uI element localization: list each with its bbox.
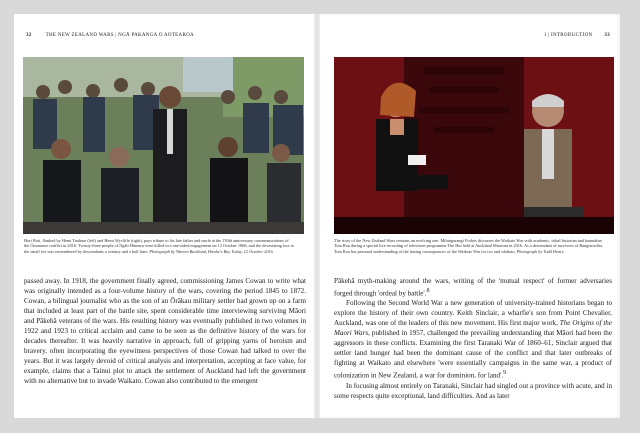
left-page-number: 32 xyxy=(26,33,32,38)
left-photo-credit: Photograph by Warren Buckland, Hawke's Bay Today, 12 October 2016 xyxy=(149,248,273,254)
right-para2-text-a: Following the Second World War a new generation of university-trained historians began to explore the history of their own country. Keith Sinclair, a wharfie's son from Point Chevalier, Auckland, was one of the leaders of this new movement. His first major work, xyxy=(334,299,612,328)
right-photo-caption xyxy=(334,238,604,254)
right-caption-text: The story of the New Zealand Wars remains an evolving one. Mihingarangi Forbes discusses the Waikato War with academic, tribal historian and kaumātua Tom Roa during a special live recording of television programme The Hui held at Auckland Museum in 2016. As a descendant of survivors of Rangiaowhia, Tom Roa has personal understanding of the lasting consequences of the Waikato War for iwi and whānau. xyxy=(334,238,604,254)
left-body-paragraph: passed away. In 1918, the government finally agreed, commissioning James Cowan to write what was originally intended as a four-volume history of the wars, covering the period 1845 to 1872. Cowan, a bilingual journalist who as the son of an Ōrākau military settler had grown up on a farm that included at least part of the battle site, spent considerable time interviewing surviving Māori and Pākehā veterans of the wars. His resulting history was eventually published in two volumes in 1922 and 1923 to critical acclaim and came to be seen as the definitive history of the wars for decades thereafter. It was heavily narrative in approach, full of gripping yarns of heroism and bravery, often incorporating the eyewitness perspectives of those Cowan had talked to over the years. But it was largely devoid of critical analysis and interpretation, accepting at face value, for example, claims that a Tainui plot to attack the settlement of Auckland had left the government with no alternative but to invade Waikato. Cowan also contributed to the emergent xyxy=(24,277,306,385)
left-photo-commemoration xyxy=(23,57,304,234)
right-photo-credit: Photograph by Todd Henry xyxy=(516,248,564,254)
left-body-text xyxy=(24,276,306,386)
right-page xyxy=(320,14,620,418)
right-body-paragraph-2 xyxy=(334,298,612,380)
left-caption-text: Hori Roti, flanked by Hemi Tuahine (left) and Hemi Wycliffe (right), pays tribute to his late father and uncle at the 150th anniversary commemorations of the Ōmarunui conflict in 2016. Twenty-three people of Ngāti Hineuru were killed in a one-sided engagement on 12 October 1866, and the devastating loss to the small iwi was remembered by descendants a century and a half later. xyxy=(24,238,295,254)
book-title-origins: The Origins of the Maori Wars xyxy=(334,319,612,338)
left-running-title: THE NEW ZEALAND WARS | NGĀ PAKANGA O AOTEAROA xyxy=(45,33,194,38)
right-para1-text: Pākehā myth-making around the wars, writing of the 'mutual respect' of former adversaries forged through 'ordeal by battle'. xyxy=(334,277,612,298)
footnote-ref-8: 8 xyxy=(426,288,430,294)
right-para2-text-b: , published in 1957, challenged the prevailing understanding that Māori had been the aggressors in these conflicts. Examining the first Taranaki War of 1860–61, Sinclair argued that settler land hunger had been the dominant cause of the conflict and that later outbreaks of fighting at Waikato and elsewhere 'were essentially campaigns in the same war, a product of colonization in New Zealand, a war for dominion, for land'. xyxy=(334,329,612,380)
left-running-head xyxy=(26,33,194,38)
right-running-head xyxy=(544,33,610,38)
left-photo-caption xyxy=(24,238,294,254)
right-page-number: 33 xyxy=(604,33,610,38)
right-body-text xyxy=(334,276,612,401)
footnote-ref-9: 9 xyxy=(503,370,507,377)
right-body-paragraph-3: In focusing almost entirely on Taranaki, Sinclair had singled out a province with acute, and in some respects quite exceptional, land difficulties. And as later xyxy=(334,381,612,400)
right-running-title: 1 | INTRODUCTION xyxy=(543,33,593,38)
right-photo-interview xyxy=(334,57,614,234)
right-body-paragraph-1 xyxy=(334,276,612,298)
left-page xyxy=(14,14,314,418)
